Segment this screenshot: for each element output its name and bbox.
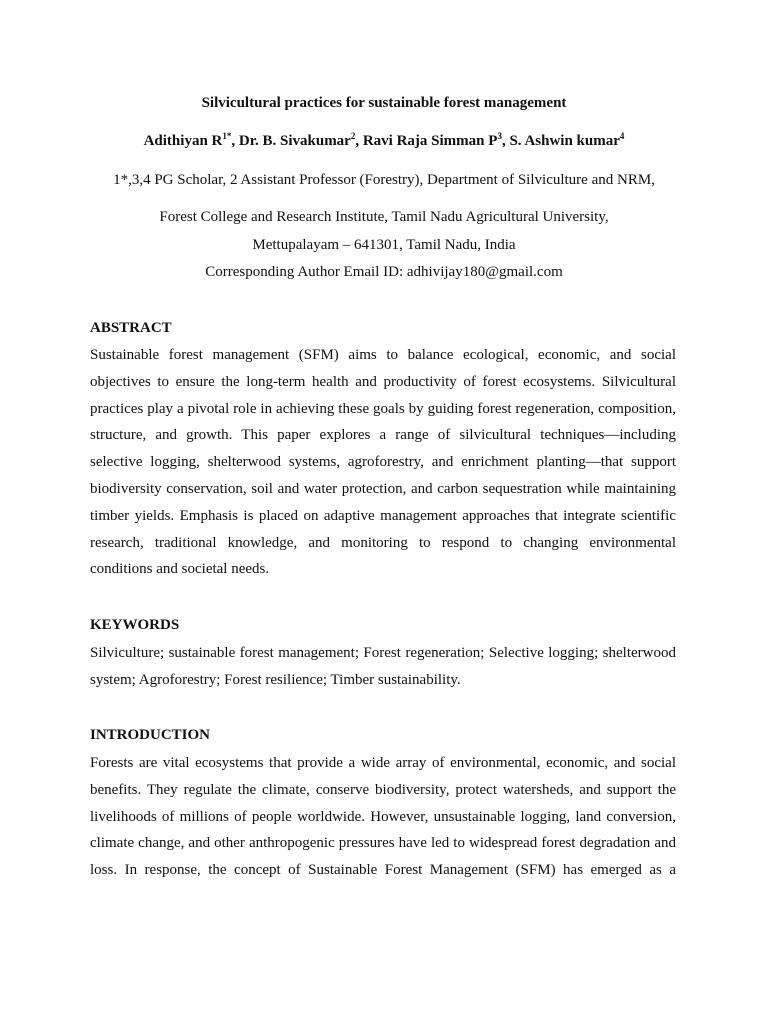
author-affiliation-mark: 3: [497, 131, 502, 141]
affiliation-line: Forest College and Research Institute, Tamil Nadu Agricultural University,: [159, 209, 609, 225]
introduction-heading: INTRODUCTION: [90, 727, 211, 743]
text-line: climate change, and other anthropogenic pressures have led to widespread forest degradation and: [90, 835, 676, 852]
affiliation-line: 1*,3,4 PG Scholar, 2 Assistant Professor (Forestry), Department of Silviculture and NRM,: [113, 172, 655, 188]
author-separator: ,: [355, 133, 363, 149]
text-line: practices play a pivotal role in achieving these goals by guiding forest regeneration, composition,: [90, 400, 676, 417]
text-line: timber yields. Emphasis is placed on adaptive management approaches that integrate scientific: [90, 507, 676, 524]
author-name: Adithiyan R: [143, 133, 223, 149]
text-line: Sustainable forest management (SFM) aims to balance ecological, economic, and social: [90, 347, 676, 363]
text-line: Silviculture; sustainable forest management; Forest regeneration; Selective logging; shelterwood: [90, 645, 676, 661]
text-line: livelihoods of millions of people worldwide. However, unsustainable logging, land conversion,: [90, 808, 676, 825]
affiliation-line: Mettupalayam – 641301, Tamil Nadu, India: [252, 237, 516, 253]
text-line: selective logging, shelterwood systems, agroforestry, and enrichment planting—that support: [90, 454, 676, 471]
text-line: Forests are vital ecosystems that provide a wide array of environmental, economic, and social: [90, 755, 676, 771]
abstract-heading: ABSTRACT: [90, 320, 172, 336]
author-affiliation-mark: 4: [619, 131, 625, 141]
author-affiliation-mark: 2: [350, 131, 356, 141]
introduction-paragraph: [90, 750, 676, 884]
text-line: research, traditional knowledge, and monitoring to respond to changing environmental: [90, 534, 676, 551]
text-line: biodiversity conservation, soil and water protection, and carbon sequestration while maintaining: [90, 480, 676, 497]
paper-title: Silvicultural practices for sustainable forest management: [201, 95, 567, 111]
author-name: Ravi Raja Simman P: [362, 133, 498, 149]
author-affiliation-mark: 1*: [222, 131, 232, 141]
text-line: loss. In response, the concept of Sustainable Forest Management (SFM) has emerged as a: [90, 862, 676, 879]
text-line: system; Agroforestry; Forest resilience; Timber sustainability.: [90, 671, 461, 688]
author-separator: ,: [231, 133, 239, 149]
text-line: benefits. They regulate the climate, conserve biodiversity, protect watersheds, and support the: [90, 781, 676, 798]
text-line: structure, and growth. This paper explores a range of silvicultural techniques—including: [90, 427, 676, 444]
corresponding-author-email: Corresponding Author Email ID: adhivijay180@gmail.com: [205, 264, 563, 280]
keywords-heading: KEYWORDS: [90, 617, 180, 633]
author-name: Dr. B. Sivakumar: [238, 133, 351, 149]
text-line: conditions and societal needs.: [90, 561, 270, 578]
author-list: [0, 131, 768, 151]
text-line: objectives to ensure the long-term health and productivity of forest ecosystems. Silvicultural: [90, 373, 676, 390]
abstract-paragraph: [90, 342, 676, 583]
keywords-paragraph: [90, 640, 676, 694]
author-separator: ,: [501, 133, 510, 149]
author-name: S. Ashwin kumar: [509, 133, 620, 149]
